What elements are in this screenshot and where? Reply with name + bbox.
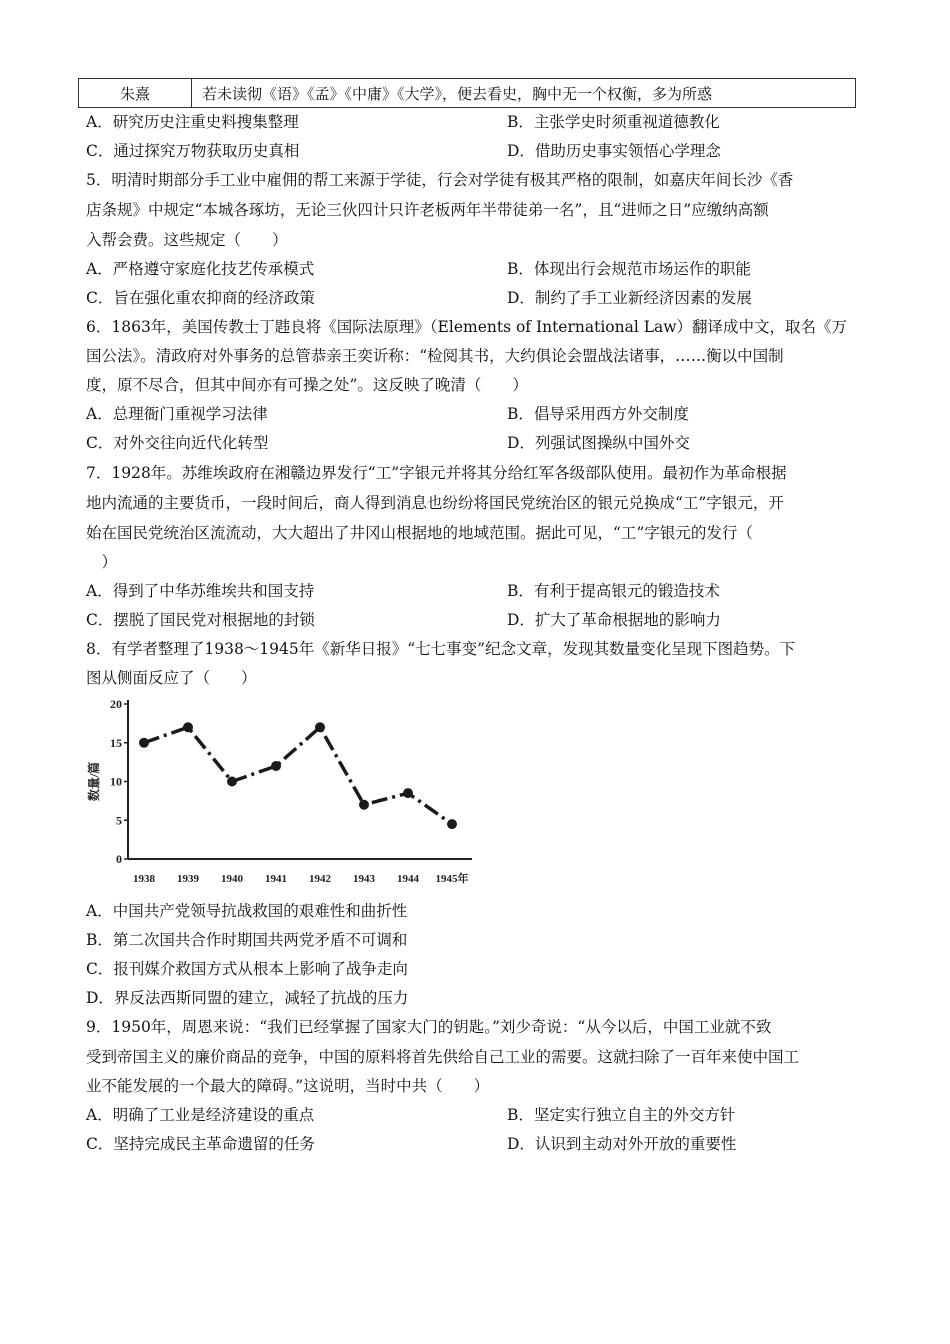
q9-stem-line: 9．1950年，周恩来说：“我们已经掌握了国家大门的钥匙。”刘少奇说：“从今以后，中国工业就不致 — [86, 1018, 772, 1036]
x-tick-label: 1938 — [133, 873, 155, 885]
data-point — [183, 722, 193, 732]
q5-stem-line: 入帮会费。这些规定（ ） — [86, 231, 288, 249]
q9-stem-line: 业不能发展的一个最大的障碍。”这说明，当时中共（ ） — [86, 1077, 490, 1095]
q6-stem-line: 6．1863年，美国传教士丁韪良将《国际法原理》（Elements of International Law）翻译成中文，取名《万 — [86, 318, 848, 336]
q9-option-b[interactable]: B．坚定实行独立自主的外交方针 — [507, 1106, 736, 1124]
data-points — [139, 722, 457, 829]
quote-person: 朱熹 — [79, 79, 192, 108]
y-tick-label: 20 — [110, 697, 122, 711]
x-tick-label: 1945年 — [435, 873, 469, 885]
y-tick-label: 0 — [116, 852, 122, 866]
q8-option-a[interactable]: A．中国共产党领导抗战救国的艰难性和曲折性 — [86, 902, 408, 920]
q8-option-c[interactable]: C．报刊媒介救国方式从根本上影响了战争走向 — [86, 960, 408, 978]
q5-option-d[interactable]: D．制约了手工业新经济因素的发展 — [507, 289, 752, 307]
x-tick-label: 1940 — [221, 873, 243, 885]
q6-option-d[interactable]: D．列强试图操纵中国外交 — [507, 434, 690, 452]
q6-stem-line: 度，原不尽合，但其中间亦有可操之处”。这反映了晚清（ ） — [86, 376, 528, 394]
q8-stem-line: 图从侧面反应了（ ） — [86, 669, 257, 687]
q5-option-b[interactable]: B．体现出行会规范市场运作的职能 — [507, 260, 751, 278]
q9-option-a[interactable]: A．明确了工业是经济建设的重点 — [86, 1106, 315, 1124]
quote-table — [78, 78, 856, 108]
x-tick-label: 1942 — [309, 873, 331, 885]
q7-stem-line: 地内流通的主要货币，一段时间后，商人得到消息也纷纷将国民党统治区的银元兑换成“工”字银元，开 — [86, 494, 784, 512]
q7-option-a[interactable]: A．得到了中华苏维埃共和国支持 — [86, 582, 315, 600]
q8-stem-line: 8．有学者整理了1938～1945年《新华日报》“七七事变”纪念文章，发现其数量变化呈现下图趋势。下 — [86, 640, 796, 658]
q4-option-a[interactable]: A．研究历史注重史料搜集整理 — [86, 113, 299, 131]
x-ticks — [133, 871, 469, 885]
q9-stem-line: 受到帝国主义的廉价商品的竞争，中国的原料将首先供给自己工业的需要。这就扫除了一百年来使中国工 — [86, 1048, 800, 1066]
y-axis-label: 数量/篇 — [87, 761, 101, 802]
data-point — [271, 761, 281, 771]
q7-stem-line: 7．1928年。苏维埃政府在湘赣边界发行“工”字银元并将其分给红军各级部队使用。最初作为革命根据 — [86, 464, 787, 482]
x-tick-label: 1939 — [177, 873, 199, 885]
y-tick-label: 15 — [110, 735, 122, 750]
data-point — [447, 819, 457, 829]
q7-option-c[interactable]: C．摆脱了国民党对根据地的封锁 — [86, 611, 315, 629]
q8-option-d[interactable]: D．界反法西斯同盟的建立，减轻了抗战的压力 — [86, 989, 409, 1007]
data-point — [227, 777, 237, 787]
x-tick-label: 1944 — [397, 873, 419, 885]
quote-row — [79, 79, 856, 108]
q6-option-b[interactable]: B．倡导采用西方外交制度 — [507, 405, 689, 423]
q5-stem-line: 店条规》中规定“本城各琢坊，无论三伙四计只许老板两年半带徒弟一名”，且“进师之日”应缴纳高额 — [86, 201, 769, 219]
x-tick-label: 1943 — [353, 873, 375, 885]
series-polyline — [144, 727, 452, 824]
q7-option-b[interactable]: B．有利于提高银元的锻造技术 — [507, 582, 720, 600]
q4-option-d[interactable]: D．借助历史事实领悟心学理念 — [507, 142, 721, 160]
article-count-chart — [84, 692, 484, 892]
data-point — [359, 800, 369, 810]
q6-option-c[interactable]: C．对外交往向近代化转型 — [86, 434, 269, 452]
q5-option-c[interactable]: C．旨在强化重农抑商的经济政策 — [86, 289, 315, 307]
q5-stem-line: 5．明清时期部分手工业中雇佣的帮工来源于学徒，行会对学徒有极其严格的限制，如嘉庆年间长沙《香 — [86, 171, 794, 189]
q9-option-c[interactable]: C．坚持完成民主革命遗留的任务 — [86, 1135, 315, 1153]
q9-option-d[interactable]: D．认识到主动对外开放的重要性 — [507, 1135, 737, 1153]
q7-stem-line: 始在国民党统治区流流动，大大超出了井冈山根据地的地域范围。据此可见，“工”字银元的发行（ — [86, 524, 753, 542]
q7-stem-line: ） — [86, 553, 118, 571]
quote-text: 若未读彻《语》《孟》《中庸》《大学》，便去看史，胸中无一个权衡，多为所惑 — [192, 79, 856, 108]
q4-option-c[interactable]: C．通过探究万物获取历史真相 — [86, 142, 300, 160]
q8-option-b[interactable]: B．第二次国共合作时期国共两党矛盾不可调和 — [86, 931, 408, 949]
q6-option-a[interactable]: A．总理衙门重视学习法律 — [86, 405, 268, 423]
y-ticks — [110, 697, 128, 866]
q6-stem-line: 国公法》。清政府对外事务的总管恭亲王奕䜣称：“检阅其书，大约俱论会盟战法诸事，……衡以中国制 — [86, 347, 784, 365]
data-point — [139, 738, 149, 748]
q5-option-a[interactable]: A．严格遵守家庭化技艺传承模式 — [86, 260, 315, 278]
q7-option-d[interactable]: D．扩大了革命根据地的影响力 — [507, 611, 721, 629]
y-tick-label: 10 — [110, 774, 122, 789]
data-point — [315, 722, 325, 732]
x-tick-label: 1941 — [265, 873, 287, 885]
data-point — [403, 788, 413, 798]
q4-option-b[interactable]: B．主张学史时须重视道德教化 — [507, 113, 720, 131]
series-line — [144, 727, 452, 824]
y-tick-label: 5 — [116, 813, 122, 828]
